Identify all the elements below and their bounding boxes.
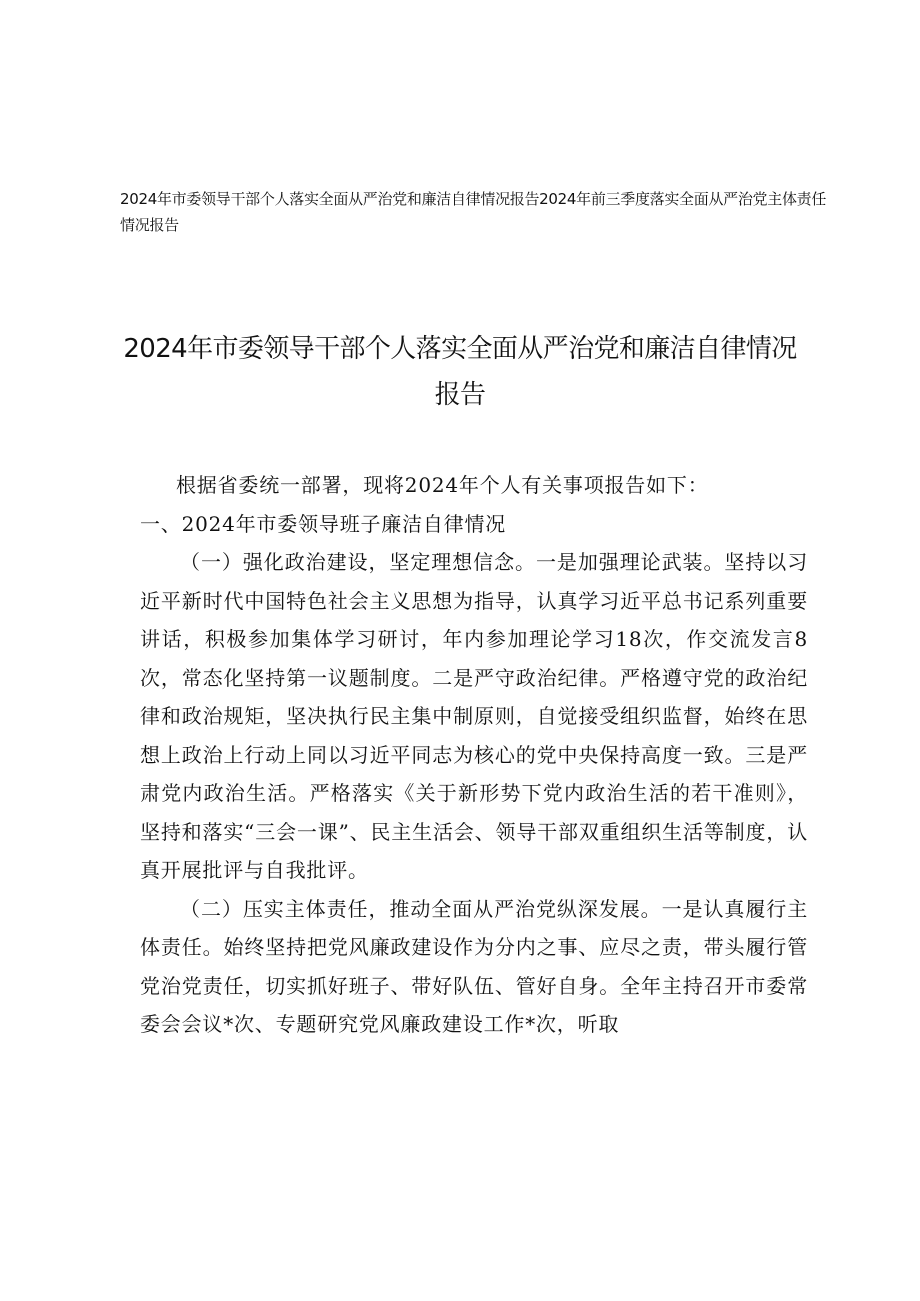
- collection-title: 2024年市委领导干部个人落实全面从严治党和廉洁自律情况报告2024年前三季度落实全面从严治党主体责任情况报告: [120, 190, 827, 234]
- intro-paragraph: 根据省委统一部署，现将2024年个人有关事项报告如下：: [176, 473, 709, 497]
- section-heading: 一、2024年市委领导班子廉洁自律情况: [140, 511, 507, 536]
- body-paragraph: （一）强化政治建设，坚定理想信念。一是加强理论武装。坚持以习近平新时代中国特色社会主义思想为指导，认真学习近平总书记系列重要讲话，积极参加集体学习研讨，年内参加理论学习18次，作交流发言8次，常态化坚持第一议题制度。二是严守政治纪律。严格遵守党的政治纪律和政治规矩，坚决执行民主集中制原则，自觉接受组织监督，始终在思想上政治上行动上同以习近平同志为核心的党中央保持高度一致。三是严肃党内政治生活。严格落实《关于新形势下党内政治生活的若干准则》，坚持和落实“三会一课”、民主生活会、领导干部双重组织生活等制度，认真开展批评与自我批评。: [140, 550, 808, 882]
- body-paragraph: （二）压实主体责任，推动全面从严治党纵深发展。一是认真履行主体责任。始终坚持把党风廉政建设作为分内之事、应尽之责，带头履行管党治党责任，切实抓好班子、带好队伍、管好自身。全年主持召开市委常委会会议*次、专题研究党风廉政建设工作*次，听取: [140, 896, 808, 1036]
- report-body: [140, 466, 808, 1044]
- report-title: 2024年市委领导干部个人落实全面从严治党和廉洁自律情况报告: [123, 334, 797, 410]
